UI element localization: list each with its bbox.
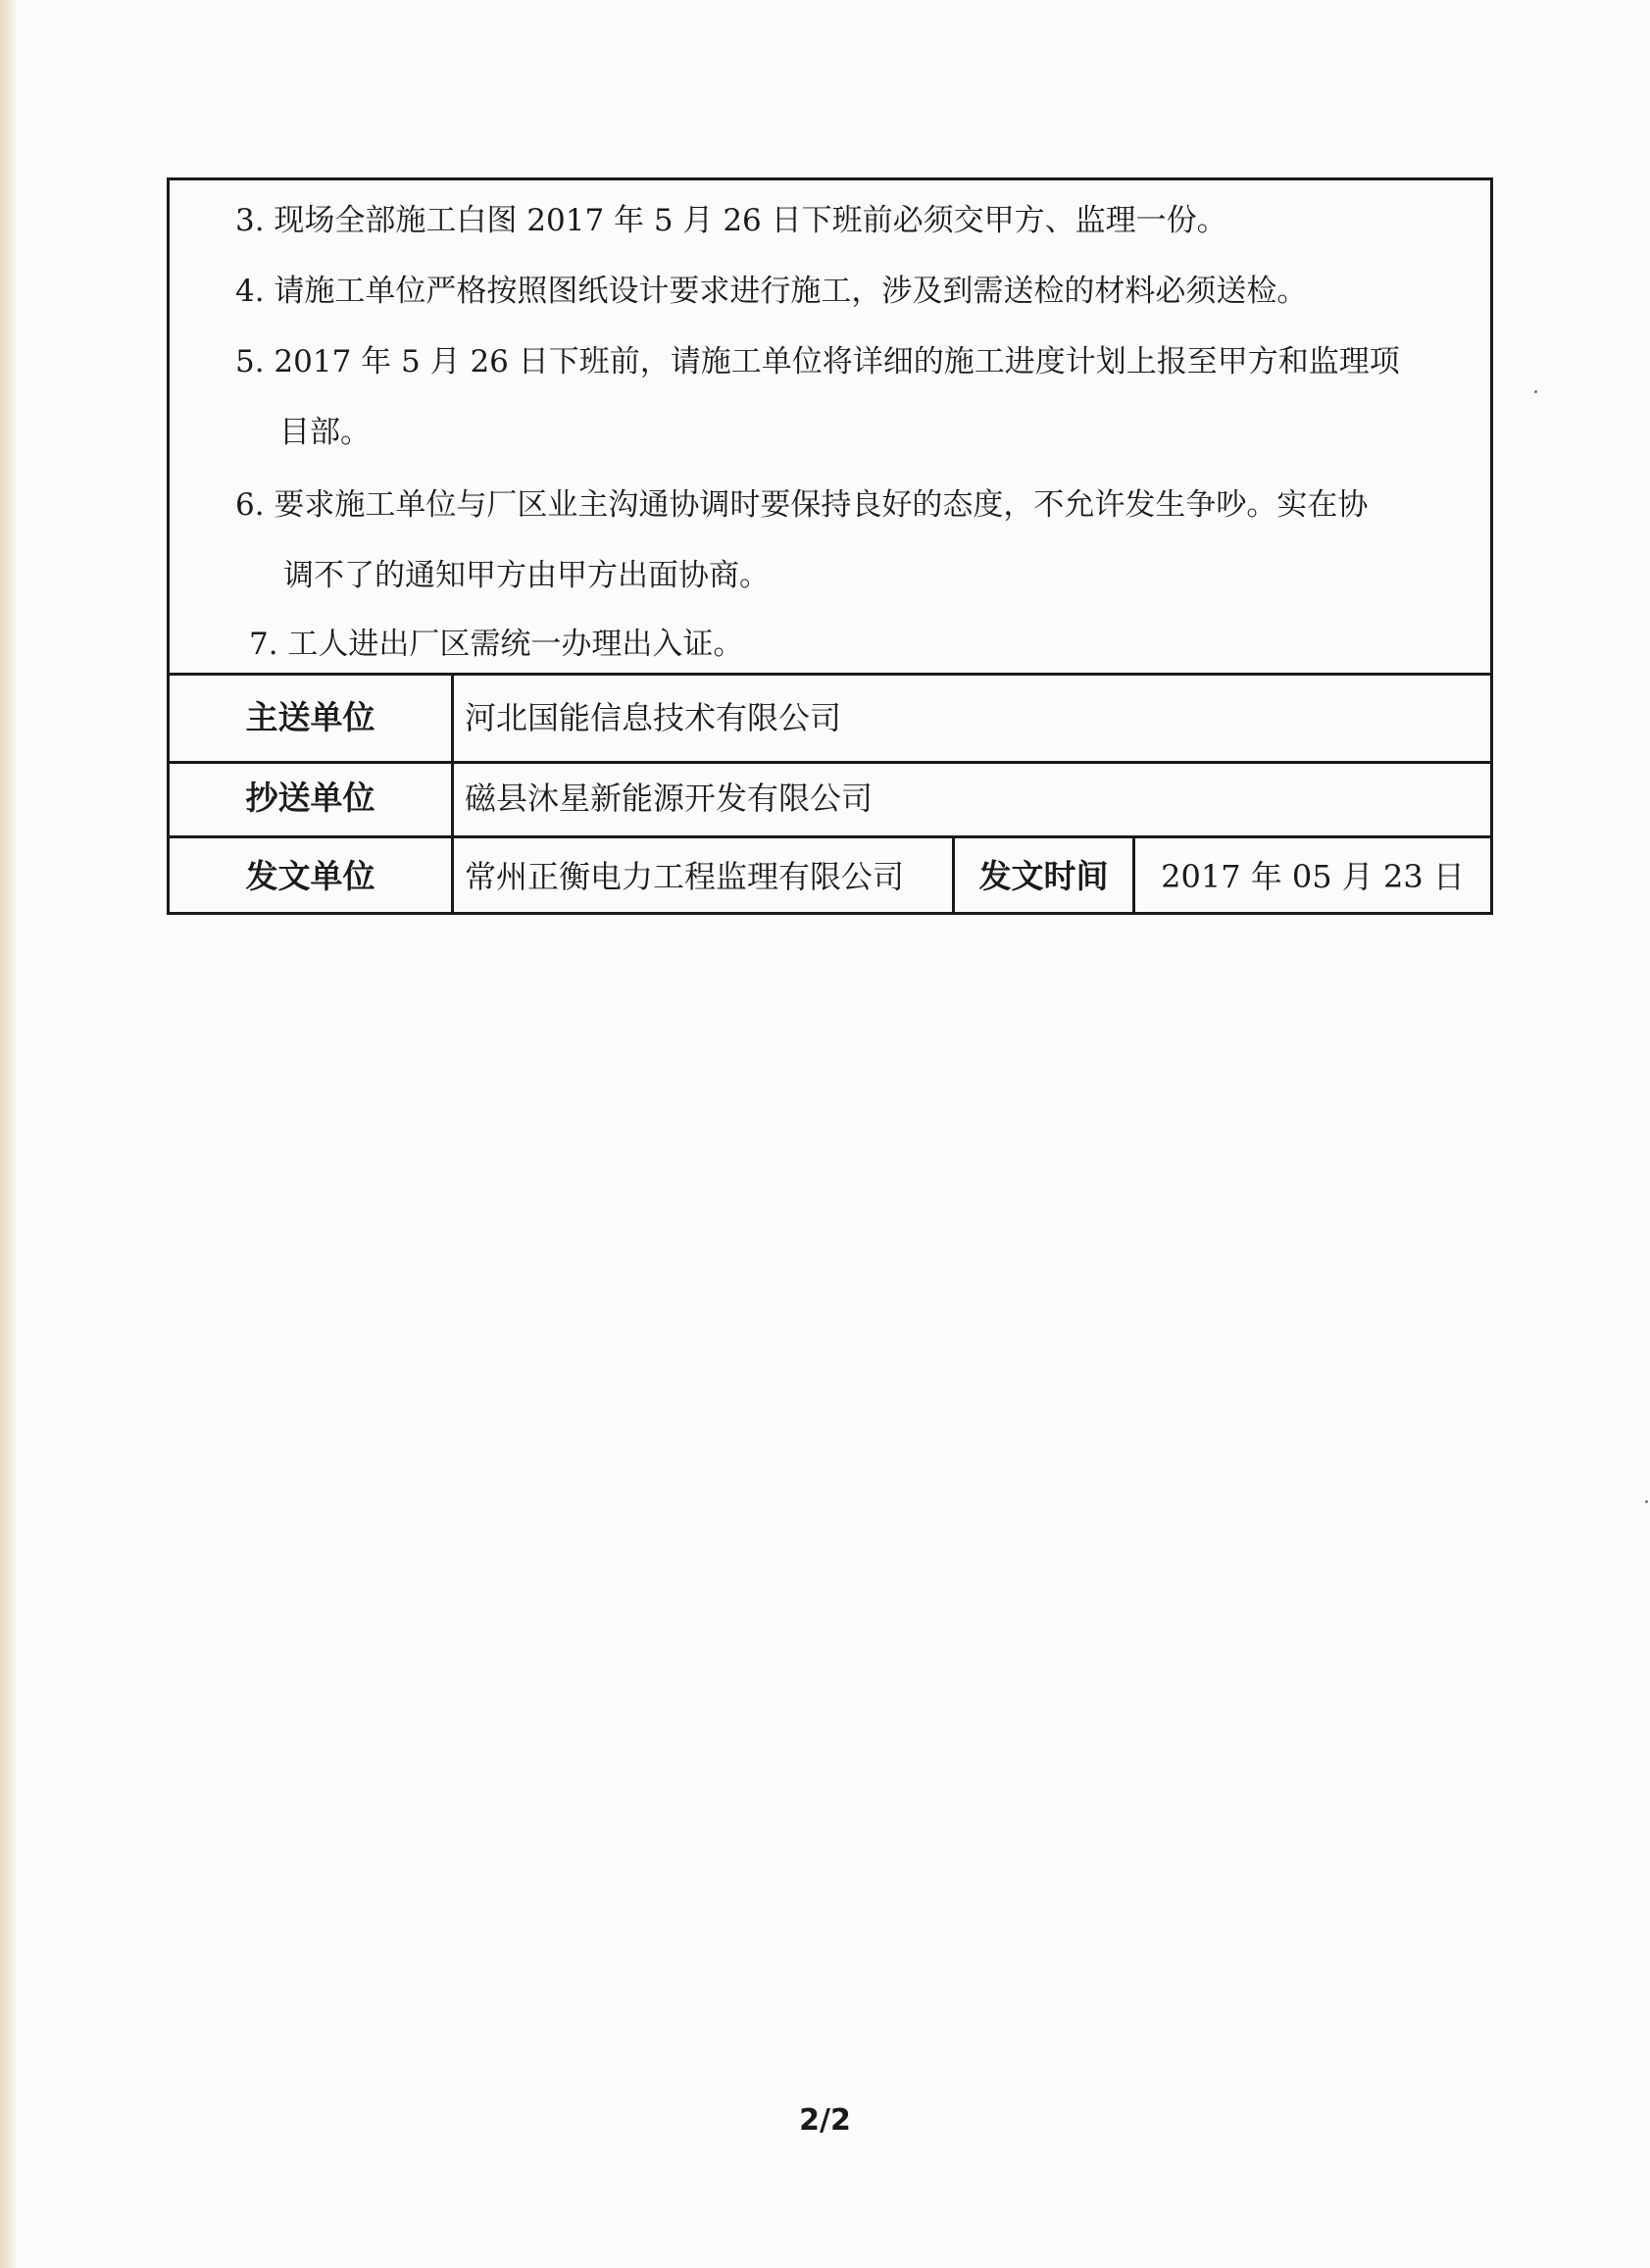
issue-date-value: 2017 年 05 月 23 日 (1161, 858, 1465, 895)
notice-item-4: 4. 请施工单位严格按照图纸设计要求进行施工，涉及到需送检的材料必须送检。 (235, 274, 1308, 309)
cc-value: 磁县沐星新能源开发有限公司 (465, 780, 874, 817)
issuer-value: 常州正衡电力工程监理有限公司 (465, 858, 905, 895)
notice-item-7: 7. 工人进出厂区需统一办理出入证。 (249, 627, 744, 662)
main-recipient-value: 河北国能信息技术有限公司 (465, 699, 842, 736)
issuer-label: 发文单位 (245, 857, 375, 895)
main-recipient-label: 主送单位 (245, 698, 375, 736)
page-edge-shadow (0, 0, 18, 2268)
issue-date-label: 发文时间 (978, 857, 1109, 895)
column-divider (451, 673, 454, 915)
notice-item-6-continuation: 调不了的通知甲方由甲方出面协商。 (283, 558, 770, 593)
page-number: 2/2 (799, 2103, 851, 2138)
table-divider (170, 673, 1490, 676)
notice-item-3: 3. 现场全部施工白图 2017 年 5 月 26 日下班前必须交甲方、监理一份。 (235, 203, 1227, 238)
paper-speck (1645, 1500, 1648, 1503)
paper-speck (1534, 390, 1537, 393)
notice-item-6: 6. 要求施工单位与厂区业主沟通协调时要保持良好的态度，不允许发生争吵。实在协 (235, 487, 1369, 523)
notice-table (167, 177, 1493, 915)
notice-item-5-continuation: 目部。 (279, 415, 371, 450)
cc-label: 抄送单位 (245, 779, 375, 817)
table-divider (170, 835, 1490, 838)
table-divider (170, 761, 1490, 764)
notice-item-5: 5. 2017 年 5 月 26 日下班前，请施工单位将详细的施工进度计划上报至甲方和监理项 (235, 344, 1400, 379)
